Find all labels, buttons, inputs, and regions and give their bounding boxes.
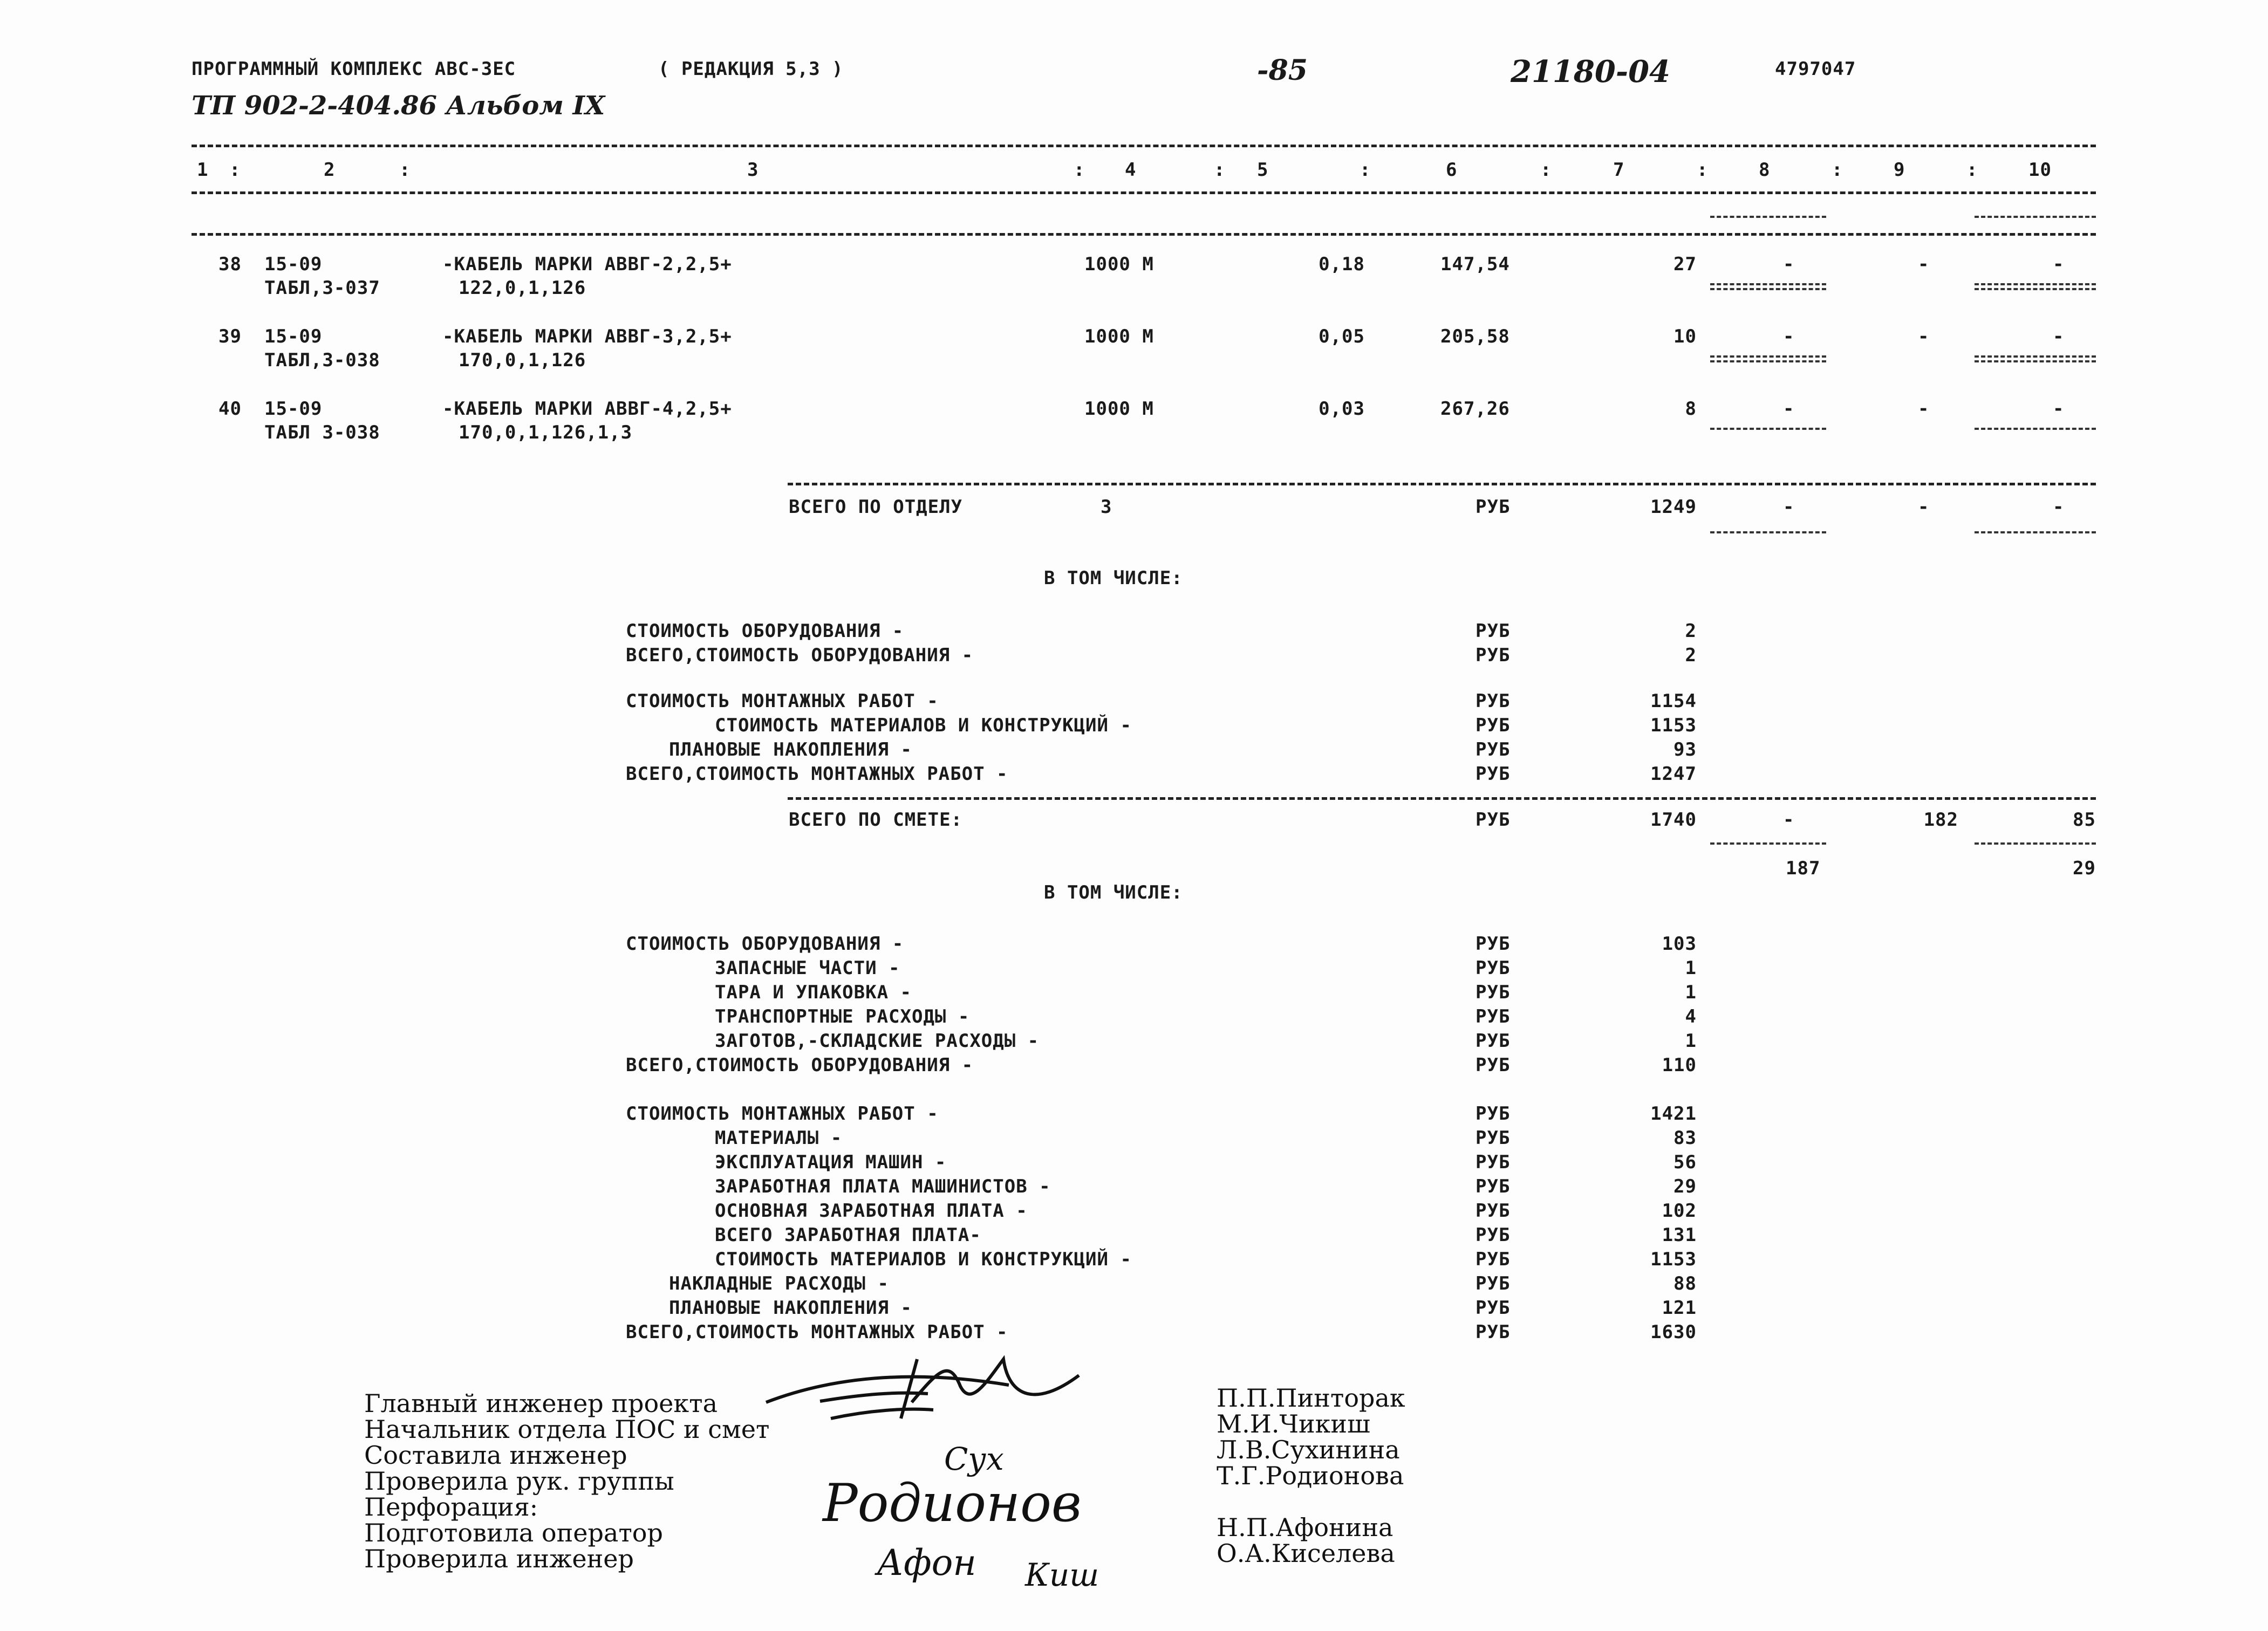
summary-unit: РУБ (1475, 1321, 1511, 1343)
row-table-ref: ТАБЛ,3-038 (264, 350, 380, 371)
dept-mini-rule-8 (1710, 531, 1826, 533)
document-id: 4797047 (1775, 58, 1856, 80)
document-code: 21180-04 (1511, 54, 1670, 90)
summary-value: 4 (1685, 1006, 1697, 1027)
summary-label: ПЛАНОВЫЕ НАКОПЛЕНИЯ - (669, 739, 912, 760)
estimate-total-col9: 182 (1923, 809, 1958, 831)
row-col9: - (1918, 398, 1930, 420)
estimate-total-col10-below: 29 (2073, 858, 2096, 879)
column-header-1: : (229, 159, 241, 181)
including-label-1: В ТОМ ЧИСЛЕ: (1044, 567, 1183, 589)
row-code: 15-09 (264, 326, 323, 347)
column-header-6: 4 (1125, 159, 1137, 181)
summary-unit: РУБ (1475, 715, 1511, 736)
row-unit-price: 147,54 (1440, 253, 1510, 275)
summary-value: 1153 (1650, 715, 1697, 736)
summary-label: ПЛАНОВЫЕ НАКОПЛЕНИЯ - (669, 1297, 912, 1319)
estimate-total-value: 1740 (1650, 809, 1697, 831)
row-mini-rule-10-lower (1975, 428, 2096, 430)
signature-name: Т.Г.Родионова (1217, 1461, 1404, 1490)
row-mini-rule-10-lower (1975, 283, 2096, 285)
row-code: 15-09 (264, 398, 323, 420)
row-table-ref: ТАБЛ,3-037 (264, 277, 380, 299)
estimate-total-col10: 85 (2073, 809, 2096, 831)
row-col9: - (1918, 253, 1930, 275)
column-header-10: 6 (1446, 159, 1458, 181)
row-total: 10 (1673, 326, 1697, 347)
row-mini-rule-10 (1975, 216, 2096, 218)
column-header-9: : (1360, 159, 1371, 181)
row-mini-rule-10 (1975, 360, 2096, 362)
row-code: 15-09 (264, 253, 323, 275)
row-mini-rule-8 (1710, 288, 1826, 290)
summary-label: ЗАГОТОВ,-СКЛАДСКИЕ РАСХОДЫ - (715, 1030, 1040, 1052)
summary-unit: РУБ (1475, 690, 1511, 712)
signature-role: Перфорация: (364, 1492, 538, 1522)
summary-value: 102 (1662, 1200, 1697, 1222)
summary-value: 56 (1673, 1152, 1697, 1173)
column-header-15: : (1832, 159, 1843, 181)
row-col8: - (1783, 398, 1795, 420)
row-table-ref: ТАБЛ 3-038 (264, 422, 380, 443)
album-reference: ТП 902-2-404.86 Альбом IX (192, 91, 605, 121)
row-description: -КАБЕЛЬ МАРКИ АВВГ-2,2,5+ (442, 253, 732, 275)
summary-value: 88 (1673, 1273, 1697, 1294)
signature-name: М.И.Чикиш (1217, 1409, 1370, 1438)
summary-label: МАТЕРИАЛЫ - (715, 1127, 843, 1149)
row-col8: - (1783, 326, 1795, 347)
summary-value: 1421 (1650, 1103, 1697, 1125)
row-unit-price: 267,26 (1440, 398, 1510, 420)
row-mini-rule-8 (1710, 216, 1826, 218)
row-description: -КАБЕЛЬ МАРКИ АВВГ-3,2,5+ (442, 326, 732, 347)
row-unit-price: 205,58 (1440, 326, 1510, 347)
summary-value: 1154 (1650, 690, 1697, 712)
signature-sukhinina: Сух (944, 1441, 1004, 1477)
row-mini-rule-10-lower (1975, 355, 2096, 358)
estimate-total-col8-below: 187 (1786, 858, 1821, 879)
dept-total-count: 3 (1101, 496, 1112, 518)
row-unit: 1000 М (1084, 398, 1154, 420)
summary-unit: РУБ (1475, 620, 1511, 642)
summary-unit: РУБ (1475, 739, 1511, 760)
header-rule-bottom (192, 191, 2096, 194)
program-title: ПРОГРАММНЫЙ КОМПЛЕКС АВС-ЗЕС (192, 58, 516, 80)
estimate-total-label: ВСЕГО ПО СМЕТЕ: (789, 809, 963, 831)
signature-role: Подготовила оператор (364, 1518, 663, 1547)
summary-label: СТОИМОСТЬ МОНТАЖНЫХ РАБОТ - (626, 1103, 939, 1125)
summary-unit: РУБ (1475, 1054, 1511, 1076)
row-col10: - (2053, 398, 2065, 420)
signature-name: П.П.Пинторак (1217, 1383, 1405, 1413)
row-unit: 1000 М (1084, 326, 1154, 347)
summary-unit: РУБ (1475, 1030, 1511, 1052)
summary-unit: РУБ (1475, 933, 1511, 955)
row-col8: - (1783, 253, 1795, 275)
page-number: -85 (1257, 54, 1308, 87)
signature-rodionova: Родионов (823, 1473, 1082, 1533)
signature-name: Л.В.Сухинина (1217, 1435, 1400, 1464)
summary-label: ЭКСПЛУАТАЦИЯ МАШИН - (715, 1152, 947, 1173)
dept-total-rule (788, 483, 2096, 485)
summary-label: ВСЕГО,СТОИМОСТЬ ОБОРУДОВАНИЯ - (626, 645, 974, 666)
summary-label: СТОИМОСТЬ МАТЕРИАЛОВ И КОНСТРУКЦИЙ - (715, 715, 1132, 736)
summary-label: ЗАРАБОТНАЯ ПЛАТА МАШИНИСТОВ - (715, 1176, 1051, 1197)
row-col10: - (2053, 326, 2065, 347)
column-header-7: : (1214, 159, 1226, 181)
summary-unit: РУБ (1475, 1297, 1511, 1319)
summary-value: 1 (1685, 1030, 1697, 1052)
summary-value: 93 (1673, 739, 1697, 760)
row-col9: - (1918, 326, 1930, 347)
summary-label: ВСЕГО,СТОИМОСТЬ МОНТАЖНЫХ РАБОТ - (626, 1321, 1008, 1343)
including-label-2: В ТОМ ЧИСЛЕ: (1044, 882, 1183, 903)
summary-unit: РУБ (1475, 1103, 1511, 1125)
row-quantity: 0,18 (1319, 253, 1365, 275)
summary-label: ВСЕГО,СТОИМОСТЬ ОБОРУДОВАНИЯ - (626, 1054, 974, 1076)
dept-mini-rule-10 (1975, 531, 2096, 533)
summary-unit: РУБ (1475, 645, 1511, 666)
signature-role: Проверила рук. группы (364, 1466, 674, 1496)
signature-name: Н.П.Афонина (1217, 1513, 1393, 1542)
estimate-mini-rule-8 (1710, 842, 1826, 845)
column-header-17: : (1966, 159, 1978, 181)
row-total: 8 (1685, 398, 1697, 420)
estimate-mini-rule-10 (1975, 842, 2096, 845)
column-header-0: 1 (197, 159, 209, 181)
summary-label: ТАРА И УПАКОВКА - (715, 982, 912, 1003)
dept-total-col8: - (1783, 496, 1795, 518)
summary-label: СТОИМОСТЬ ОБОРУДОВАНИЯ - (626, 620, 904, 642)
summary-value: 110 (1662, 1054, 1697, 1076)
row-quantity: 0,03 (1319, 398, 1365, 420)
edition-label: ( РЕДАКЦИЯ 5,3 ) (658, 58, 844, 80)
row-number: 39 (218, 326, 242, 347)
summary-value: 103 (1662, 933, 1697, 955)
column-header-8: 5 (1257, 159, 1269, 181)
summary-unit: РУБ (1475, 1127, 1511, 1149)
summary-value: 131 (1662, 1224, 1697, 1246)
column-header-5: : (1074, 159, 1085, 181)
estimate-total-col8: - (1783, 809, 1795, 831)
dept-total-value: 1249 (1650, 496, 1697, 518)
estimate-total-rule (788, 797, 2096, 800)
summary-unit: РУБ (1475, 1152, 1511, 1173)
header-rule-third (192, 233, 2096, 236)
row-mini-rule-8-lower (1710, 428, 1826, 430)
summary-value: 83 (1673, 1127, 1697, 1149)
dept-total-col9: - (1918, 496, 1930, 518)
dept-total-col10: - (2053, 496, 2065, 518)
summary-value: 1153 (1650, 1249, 1697, 1270)
summary-value: 29 (1673, 1176, 1697, 1197)
column-header-18: 10 (2028, 159, 2052, 181)
row-unit: 1000 М (1084, 253, 1154, 275)
dept-total-label: ВСЕГО ПО ОТДЕЛУ (789, 496, 963, 518)
column-header-12: 7 (1613, 159, 1625, 181)
row-mini-rule-8-lower (1710, 355, 1826, 358)
row-number: 38 (218, 253, 242, 275)
row-col10: - (2053, 253, 2065, 275)
summary-label: ОСНОВНАЯ ЗАРАБОТНАЯ ПЛАТА - (715, 1200, 1028, 1222)
handwritten-signatures (755, 1338, 1198, 1596)
dept-total-unit: РУБ (1475, 496, 1511, 518)
row-number: 40 (218, 398, 242, 420)
summary-value: 2 (1685, 620, 1697, 642)
row-quantity: 0,05 (1319, 326, 1365, 347)
summary-label: ВСЕГО ЗАРАБОТНАЯ ПЛАТА- (715, 1224, 981, 1246)
summary-value: 121 (1662, 1297, 1697, 1319)
row-mini-rule-10 (1975, 288, 2096, 290)
row-description-cont: 170,0,1,126 (459, 350, 586, 371)
row-description: -КАБЕЛЬ МАРКИ АВВГ-4,2,5+ (442, 398, 732, 420)
column-header-4: 3 (747, 159, 759, 181)
summary-label: ВСЕГО,СТОИМОСТЬ МОНТАЖНЫХ РАБОТ - (626, 763, 1008, 785)
signature-role: Главный инженер проекта (364, 1389, 718, 1418)
summary-unit: РУБ (1475, 1006, 1511, 1027)
summary-value: 1 (1685, 982, 1697, 1003)
summary-label: СТОИМОСТЬ МОНТАЖНЫХ РАБОТ - (626, 690, 939, 712)
signature-role: Составила инженер (364, 1441, 627, 1470)
row-description-cont: 122,0,1,126 (459, 277, 586, 299)
summary-unit: РУБ (1475, 957, 1511, 979)
summary-label: НАКЛАДНЫЕ РАСХОДЫ - (669, 1273, 889, 1294)
column-header-14: 8 (1759, 159, 1771, 181)
column-header-11: : (1540, 159, 1552, 181)
summary-label: СТОИМОСТЬ МАТЕРИАЛОВ И КОНСТРУКЦИЙ - (715, 1249, 1132, 1270)
summary-unit: РУБ (1475, 763, 1511, 785)
column-header-3: : (399, 159, 411, 181)
summary-value: 1247 (1650, 763, 1697, 785)
summary-unit: РУБ (1475, 1224, 1511, 1246)
column-header-2: 2 (324, 159, 336, 181)
summary-unit: РУБ (1475, 1200, 1511, 1222)
column-header-16: 9 (1894, 159, 1905, 181)
summary-unit: РУБ (1475, 982, 1511, 1003)
summary-value: 2 (1685, 645, 1697, 666)
signature-afonina: Афон (877, 1542, 976, 1584)
header-rule-top (192, 145, 2096, 147)
row-total: 27 (1673, 253, 1697, 275)
signature-name: О.А.Киселева (1217, 1539, 1395, 1568)
summary-label: ЗАПАСНЫЕ ЧАСТИ - (715, 957, 900, 979)
row-mini-rule-8-lower (1710, 283, 1826, 285)
summary-unit: РУБ (1475, 1249, 1511, 1270)
row-mini-rule-8 (1710, 360, 1826, 362)
summary-label: СТОИМОСТЬ ОБОРУДОВАНИЯ - (626, 933, 904, 955)
signature-role: Проверила инженер (364, 1544, 634, 1573)
signature-role: Начальник отдела ПОС и смет (364, 1415, 770, 1444)
summary-value: 1630 (1650, 1321, 1697, 1343)
column-header-13: : (1697, 159, 1709, 181)
summary-value: 1 (1685, 957, 1697, 979)
row-description-cont: 170,0,1,126,1,3 (459, 422, 633, 443)
summary-label: ТРАНСПОРТНЫЕ РАСХОДЫ - (715, 1006, 970, 1027)
summary-unit: РУБ (1475, 1176, 1511, 1197)
summary-unit: РУБ (1475, 1273, 1511, 1294)
signature-scribble-chief (766, 1377, 1009, 1418)
signature-kiseleva: Киш (1025, 1557, 1099, 1593)
estimate-total-unit: РУБ (1475, 809, 1511, 831)
